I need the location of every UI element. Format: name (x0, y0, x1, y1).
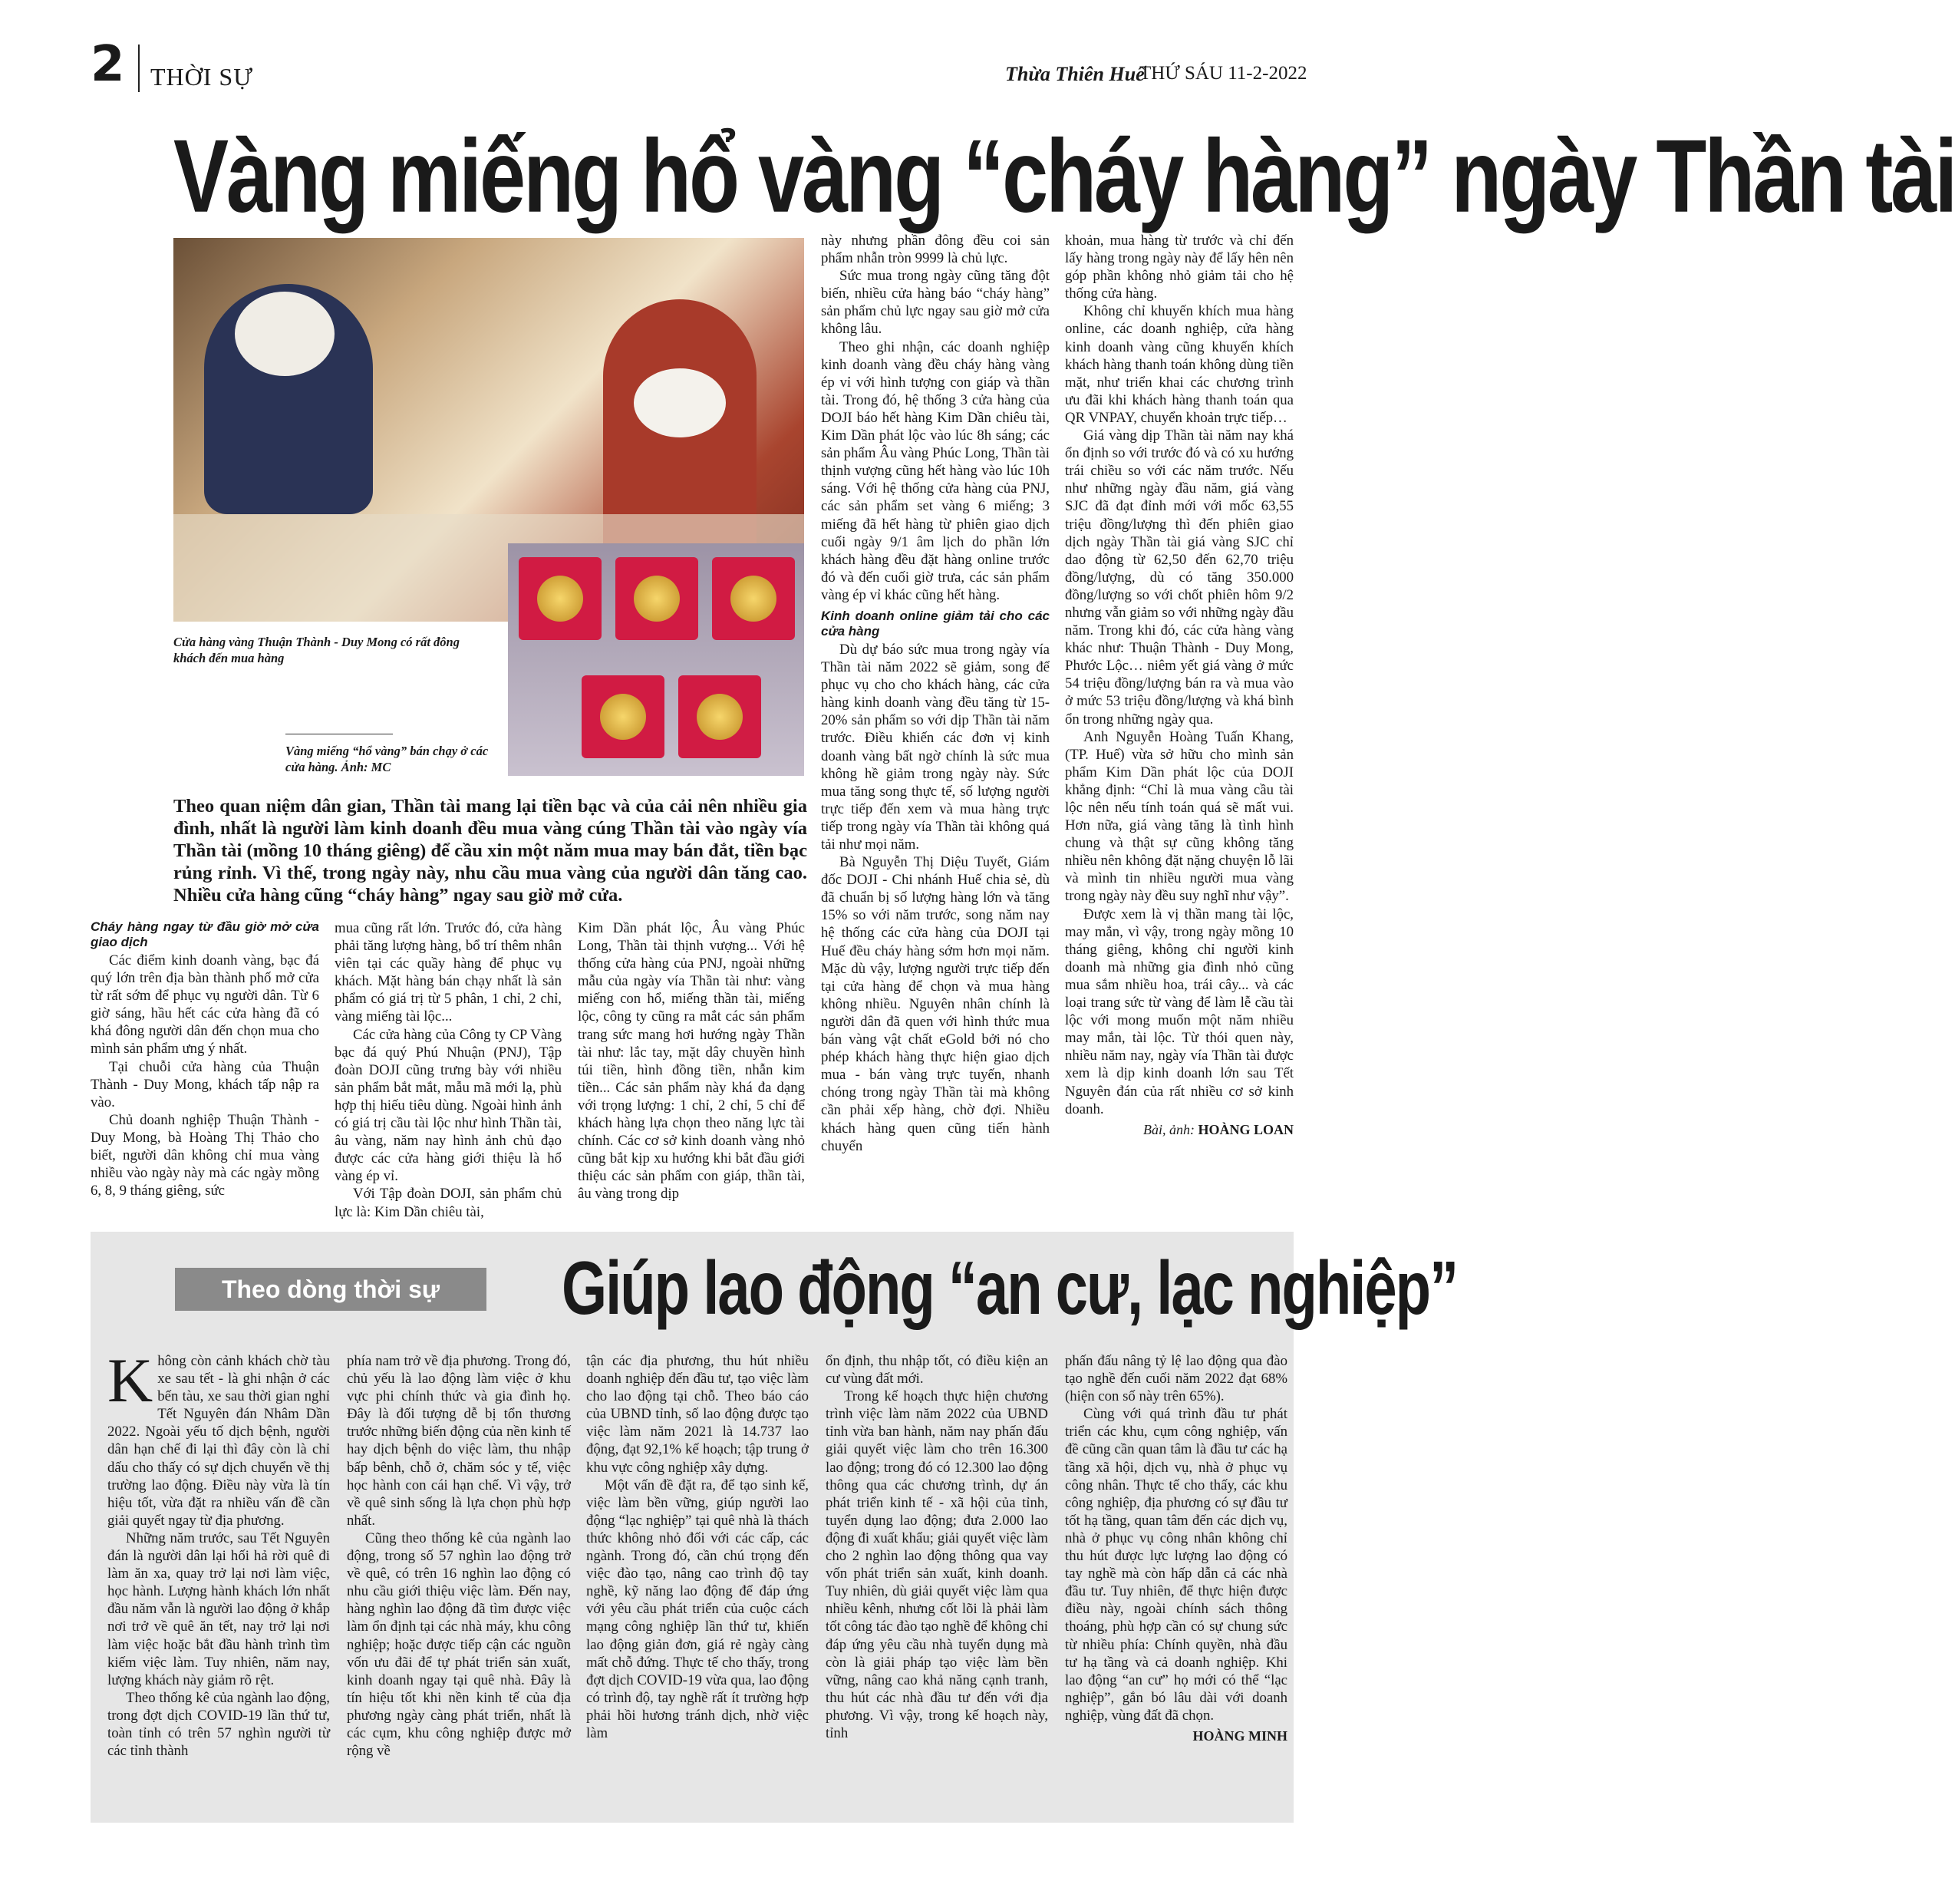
byline-author: HOÀNG LOAN (1198, 1121, 1294, 1137)
drop-cap: K (107, 1345, 153, 1415)
subheading: Kinh doanh online giảm tải cho các cửa hàng (821, 608, 1050, 639)
article-headline: Vàng miếng hổ vàng “cháy hàng” ngày Thần tài (173, 117, 1955, 234)
paragraph: khoản, mua hàng từ trước và chỉ đến lấy hàng trong ngày này để lấy hên nên góp phần không nhỏ giảm tải cho hệ thống cửa hàng. (1065, 233, 1294, 302)
photo-caption: Vàng miếng “hổ vàng” bán chạy ở các cửa hàng. Ảnh: MC (285, 744, 489, 774)
column-kicker: Theo dòng thời sự (175, 1268, 486, 1311)
paragraph: Theo thống kê của ngành lao động, trong đợt dịch COVID-19 lần thứ tư, toàn tỉnh có trên 57 nghìn người từ các tỉnh thành (107, 1689, 330, 1760)
article-headline: Giúp lao động “an cư, lạc nghiệp” (562, 1246, 1458, 1331)
paragraph: Trong kế hoạch thực hiện chương trình việc làm năm 2022 của UBND tỉnh vừa ban hành, năm nay phấn đấu giải quyết việc làm cho trên 16.300 lao động; trong đó có 12.300 lao động thông qua các chương trình, dự án phát triển kinh tế - xã hội của tỉnh, tuyển dụng lao động; đưa 2.000 lao động đi xuất khẩu; giải quyết việc làm cho 2 nghìn lao động thông qua vay vốn phát triển sản xuất, kinh doanh. Tuy nhiên, dù giải quyết việc làm qua nhiều kênh, nhưng cốt lõi là phải làm tốt công tác đào tạo nghề để không chỉ đáp ứng yêu cầu nhà tuyển dụng mà còn là giải pháp tạo việc làm bền vững, nâng cao khả năng cạnh tranh, thu hút các nhà đầu tư đến với địa phương. Vì vậy, trong kế hoạch này, tỉnh (826, 1388, 1048, 1741)
gold-bar-packages-photo (508, 543, 804, 776)
paragraph: Cùng với quá trình đầu tư phát triển các khu, cụm công nghiệp, vấn đề cũng cần quan tâm là đầu tư các hạ tầng xã hội, dịch vụ, nhà ở phục vụ công nhân. Thực tế cho thấy, các khu công nghiệp, địa phương có sự đầu tư tốt hạ tầng, quan tâm đến các dịch vụ, nhà ở phục vụ công nhân không chỉ thu hút được lực lượng lao động có tay nghề mà còn hấp dẫn cả các nhà đầu tư. Tuy nhiên, để thực hiện được điều này, ngoài chính sách thông thoáng, phù hợp cần có sự chung sức từ nhiều phía: Chính quyền, nhà đầu tư hạ tầng và cả doanh nghiệp. Khi lao động “an cư” họ mới có thể “lạc nghiệp”, gắn bó lâu dài với doanh nghiệp, vùng đất đã chọn. (1065, 1406, 1287, 1724)
paragraph: Chủ doanh nghiệp Thuận Thành - Duy Mong, bà Hoàng Thị Thảo cho biết, người dân không chỉ mua vàng nhiều vào ngày này mà các ngày mồng 6, 8, 9 tháng giêng, sức (91, 1111, 319, 1199)
paragraph: Kim Dần phát lộc, Âu vàng Phúc Long, Thần tài thịnh vượng... Với hệ thống cửa hàng của PNJ, ngoài những mẫu của ngày vía Thần tài như: vàng miếng con hổ, miếng thần tài, miếng lộc, công ty cũng ra mắt các sản phẩm trang sức mang hơi hướng ngày Thần tài như: lắc tay, mặt dây chuyền hình túi tiền, hình đồng tiền, nhẫn kim tiền... Các sản phẩm này khá đa dạng với trọng lượng: 1 chỉ, 2 chỉ, 5 chỉ để khách hàng lựa chọn theo năng lực tài chính. Các cơ sở kinh doanh vàng nhỏ cũng bắt kịp xu hướng khi bắt đầu giới thiệu các sản phẩm con giáp, thần tài, âu vàng trong dịp (578, 920, 805, 1203)
article-column (821, 232, 1050, 1155)
paragraph: Các cửa hàng của Công ty CP Vàng bạc đá quý Phú Nhuận (PNJ), Tập đoàn DOJI cũng trưng bày với nhiều sản phẩm bắt mắt, mẫu mã mới lạ, phù hợp thị hiếu tiêu dùng. Ngoài hình ảnh có giá trị cầu tài lộc như hình Thần tài, âu vàng, năm nay hình ảnh chủ đạo được các cửa hàng giới thiệu là hổ vàng ép vỉ. (335, 1026, 562, 1185)
paragraph: Giá vàng dịp Thần tài năm nay khá ổn định so với trước đó và có xu hướng trái chiều so với các năm trước. Nếu như những ngày đầu năm, giá vàng SJC đã đạt đỉnh mới với mốc 63,55 triệu đồng/lượng thì đến phiên giao dịch ngày Thần tài giá vàng SJC chỉ dao động từ 62,50 đến 62,70 triệu đồng/lượng, dù có tăng 350.000 đồng/lượng so với chốt phiên hôm 9/2 nhưng vẫn giảm so với những ngày đầu năm. Trong khi đó, các cửa hàng vàng khác như: Thuận Thành - Duy Mong, Phước Lộc… niêm yết giá vàng ở mức 54 triệu đồng/lượng bán ra và mua vào ở mức 53 triệu đồng/lượng và khá bình ổn trong những ngày qua. (1065, 427, 1294, 728)
paragraph: Với Tập đoàn DOJI, sản phẩm chủ lực là: Kim Dần chiêu tài, (335, 1186, 562, 1220)
article-column (826, 1352, 1048, 1742)
article-lead: Theo quan niệm dân gian, Thần tài mang lại tiền bạc và của cải nên nhiều gia đình, nhất là người làm kinh doanh đều mua vàng cúng Thần tài vào ngày vía Thần tài (mồng 10 tháng giêng) để cầu xin một năm mua may bán đắt, tiền bạc rủng rỉnh. Vì thế, trong ngày này, nhu cầu mua vàng của người dân tăng cao. Nhiều cửa hàng cũng “cháy hàng” ngay sau giờ mở cửa. (173, 796, 807, 906)
article-column (91, 919, 319, 1199)
paragraph (107, 1345, 330, 1529)
paragraph: Một vấn đề đặt ra, để tạo sinh kế, việc làm bền vững, giúp người lao động “lạc nghiệp” tại quê nhà là thách thức không nhỏ đối với các cấp, các ngành. Trong đó, cần chú trọng đến việc đào tạo, nâng cao trình độ tay nghề, kỹ năng lao động để đáp ứng với yêu cầu phát triển của cuộc cách mạng công nghiệp lần thứ tư, khiến lao động giản đơn, giá rẻ ngày càng mất chỗ đứng. Thực tế cho thấy, trong đợt dịch COVID-19 vừa qua, lao động có trình độ, tay nghề rất ít trường hợp phải hồi hương tránh dịch, nhờ việc làm (586, 1477, 809, 1741)
paragraph: Được xem là vị thần mang tài lộc, may mắn, vì vậy, trong ngày mồng 10 tháng giêng, không chỉ người kinh doanh mà những gia đình nhỏ cũng mua sắm nhiều hoa, trái cây... và các loại trang sức từ vàng để làm lễ cầu tài lộc với mong muốn một năm nhiều may mắn, tài lộc. Từ thói quen này, nhiều năm nay, ngày vía Thần tài được xem là dịp kinh doanh lớn sau Tết Nguyên đán của rất nhiều cơ sở kinh doanh. (1065, 906, 1294, 1117)
paragraph: Bà Nguyễn Thị Diệu Tuyết, Giám đốc DOJI - Chi nhánh Huế chia sẻ, dù đã chuẩn bị số lượng hàng lớn và tăng 15% so với năm trước, song năm nay hệ thống các cửa hàng của DOJI tại Huế đều cháy hàng sớm hơn mọi năm. Mặc dù vậy, lượng người trực tiếp đến tại cửa hàng để chọn và mua hàng không nhiều. Nguyên nhân chính là người dân đã quen với hình thức mua bán vàng vật chất eGold bởi nó cho phép khách hàng thực hiện giao dịch mua - bán vàng trực tuyến, nhanh chóng trong ngày Thần tài mà không cần phải xếp hàng, chờ đợi. Nhiều khách hàng quen cũng tiến hành chuyển (821, 854, 1050, 1154)
paragraph: phấn đấu nâng tỷ lệ lao động qua đào tạo nghề đến cuối năm 2022 đạt 68% (hiện con số này trên 65%). (1065, 1353, 1287, 1405)
article-column (578, 919, 805, 1203)
newspaper-name: Thừa Thiên Huế (1005, 63, 1145, 85)
issue-date: THỨ SÁU 11-2-2022 (1139, 63, 1307, 84)
paragraph-text: hông còn cảnh khách chờ tàu xe sau tết - là ghi nhận ở các bến tàu, xe sau thời gian nghỉ Tết Nguyên đán Nhâm Dần 2022. Ngoài yếu tố dịch bệnh, người dân hạn chế đi lại thì đây còn là chỉ dấu cho thấy có sự dịch chuyển về thị trường lao động. Điều này vừa là tín hiệu tốt, vừa đặt ra nhiều vấn đề cần giải quyết ngay từ địa phương. (107, 1353, 330, 1529)
byline-author: HOÀNG MINH (1192, 1727, 1287, 1744)
subheading: Cháy hàng ngay từ đầu giờ mở cửa giao dịch (91, 919, 319, 949)
paragraph: phía nam trở về địa phương. Trong đó, chủ yếu là lao động làm việc ở khu vực phi chính thức và gia đình họ. Đây là đối tượng dễ bị tổn thương trước những biến động của nền kinh tế hay dịch bệnh do việc làm, thu nhập bấp bênh, chỗ ở, chăm sóc y tế, việc học hành con cái hạn chế. Vì vậy, trở về quê sinh sống là lựa chọn phù hợp nhất. (347, 1353, 571, 1529)
photo-caption: Cửa hàng vàng Thuận Thành - Duy Mong có rất đông khách đến mua hàng (173, 635, 460, 665)
byline (1065, 1121, 1294, 1139)
paragraph: Dù dự báo sức mua trong ngày vía Thần tài năm 2022 sẽ giảm, song để phục vụ cho cho khách hàng, các cửa hàng kinh doanh vàng đều tăng từ 15-20% sản phẩm so với dịp Thần tài năm trước. Điều khiến các đơn vị kinh doanh vàng bất ngờ chính là sức mua không hề giảm trong ngày này. Sức mua tăng song thực tế, số lượng người trực tiếp đến xem và mua hàng trực tiếp trong ngày vía Thần tài không quá tải như mọi năm. (821, 641, 1050, 853)
byline-prefix: Bài, ảnh: (1142, 1121, 1195, 1137)
article-column (586, 1352, 809, 1742)
paragraph: Theo ghi nhận, các doanh nghiệp kinh doanh vàng đều cháy hàng vàng ép vỉ với hình tượng con giáp và thần tài. Trong đó, hệ thống 3 cửa hàng của DOJI báo hết hàng Kim Dần chiêu tài, Kim Dần phát lộc vào lúc 8h sáng; các sản phẩm Âu vàng Phúc Long, Thần tài thịnh vượng cũng hết hàng vào lúc 10h sáng. Với hệ thống cửa hàng của PNJ, các sản phẩm set vàng 6 miếng; 3 miếng đã hết hàng từ phiên giao dịch cuối ngày 9/1 âm lịch do phần lớn khách hàng đều đặt hàng online trước đó và đến cuối giờ trưa, các sản phẩm vàng ép vỉ khác cũng hết hàng. (821, 338, 1050, 603)
paragraph: Cũng theo thống kê của ngành lao động, trong số 57 nghìn lao động trở về quê, có trên 16 nghìn lao động có nhu cầu giới thiệu việc làm. Đến nay, hàng nghìn lao động đã tìm được việc làm ổn định tại các nhà máy, khu công nghiệp; hoặc được tiếp cận các nguồn vốn ưu đãi để tự phát triển sản xuất, kinh doanh ngay tại quê nhà. Đây là tín hiệu tốt khi nền kinh tế của địa phương ngày càng phát triển, nhất là các cụm, khu công nghiệp được mở rộng về (347, 1529, 571, 1760)
article-column (335, 919, 562, 1221)
paragraph: Những năm trước, sau Tết Nguyên đán là người dân lại hối hả rời quê đi làm ăn xa, quay trở lại nơi làm việc, học hành. Lượng hành khách lớn nhất đầu năm vẫn là người lao động ở khắp nơi trở về quê ăn tết, nay trở lại nơi làm việc hoặc bắt đầu hành trình tìm kiếm việc làm. Tuy nhiên, năm nay, lượng khách này giảm rõ rệt. (107, 1529, 330, 1688)
article-column (1065, 232, 1294, 1139)
article-column (347, 1352, 571, 1760)
article-column (107, 1345, 330, 1760)
paragraph: này nhưng phần đông đều coi sản phẩm nhẫn tròn 9999 là chủ lực. (821, 233, 1050, 267)
paragraph: Tại chuỗi cửa hàng của Thuận Thành - Duy Mong, khách tấp nập ra vào. (91, 1058, 319, 1110)
paragraph: tận các địa phương, thu hút nhiều doanh nghiệp đến đầu tư, tạo việc làm cho lao động tại chỗ. Theo báo cáo của UBND tỉnh, số lao động được tạo việc làm năm 2021 là 14.737 lao động, đạt 92,1% kế hoạch; tập trung ở khu vực công nghiệp xây dựng. (586, 1353, 809, 1476)
paragraph: ổn định, thu nhập tốt, có điều kiện an cư vùng đất mới. (826, 1353, 1048, 1388)
page-number: 2 (91, 36, 125, 93)
paragraph: Các điểm kinh doanh vàng, bạc đá quý lớn trên địa bàn thành phố mở cửa từ rất sớm để phục vụ người dân. Từ 6 giờ sáng, hầu hết các cửa hàng đã có khá đông người dân đến chọn mua cho mình sản phẩm ưng ý nhất. (91, 952, 319, 1058)
paragraph: Sức mua trong ngày cũng tăng đột biến, nhiều cửa hàng báo “cháy hàng” sản phẩm chủ lực ngay sau giờ mở cửa không lâu. (821, 268, 1050, 338)
section-name: THỜI SỰ (150, 63, 254, 91)
paragraph: Không chỉ khuyến khích mua hàng online, các doanh nghiệp, cửa hàng kinh doanh vàng cũng khuyến khích khách hàng thanh toán không dùng tiền mặt, như triển khai các chương trình ưu đãi khi khách hàng thanh toán qua QR VNPAY, chuyển khoản trực tiếp… (1065, 303, 1294, 426)
article-column (1065, 1352, 1287, 1745)
paragraph: Anh Nguyễn Hoàng Tuấn Khang, (TP. Huế) vừa sở hữu cho mình sản phẩm Kim Dần phát lộc của DOJI khẳng định: “Chỉ là mua vàng cầu tài lộc nên nếu tính toán quá sẽ mất vui. Hơn nữa, giá vàng tăng là tình hình chung và thật sự cũng không tăng nhiều nên không đặt nặng chuyện lỗ lãi và mình tin nhiều người mua vàng trong ngày này đều suy nghĩ như vậy”. (1065, 728, 1294, 905)
paragraph: mua cũng rất lớn. Trước đó, cửa hàng phải tăng lượng hàng, bổ trí thêm nhân viên tại các quầy hàng để phục vụ khách. Mặt hàng bán chạy nhất là sản phẩm có giá trị từ 5 phân, 1 chỉ, 2 chỉ, vàng miếng tài lộc... (335, 920, 562, 1025)
header-divider (138, 45, 140, 92)
